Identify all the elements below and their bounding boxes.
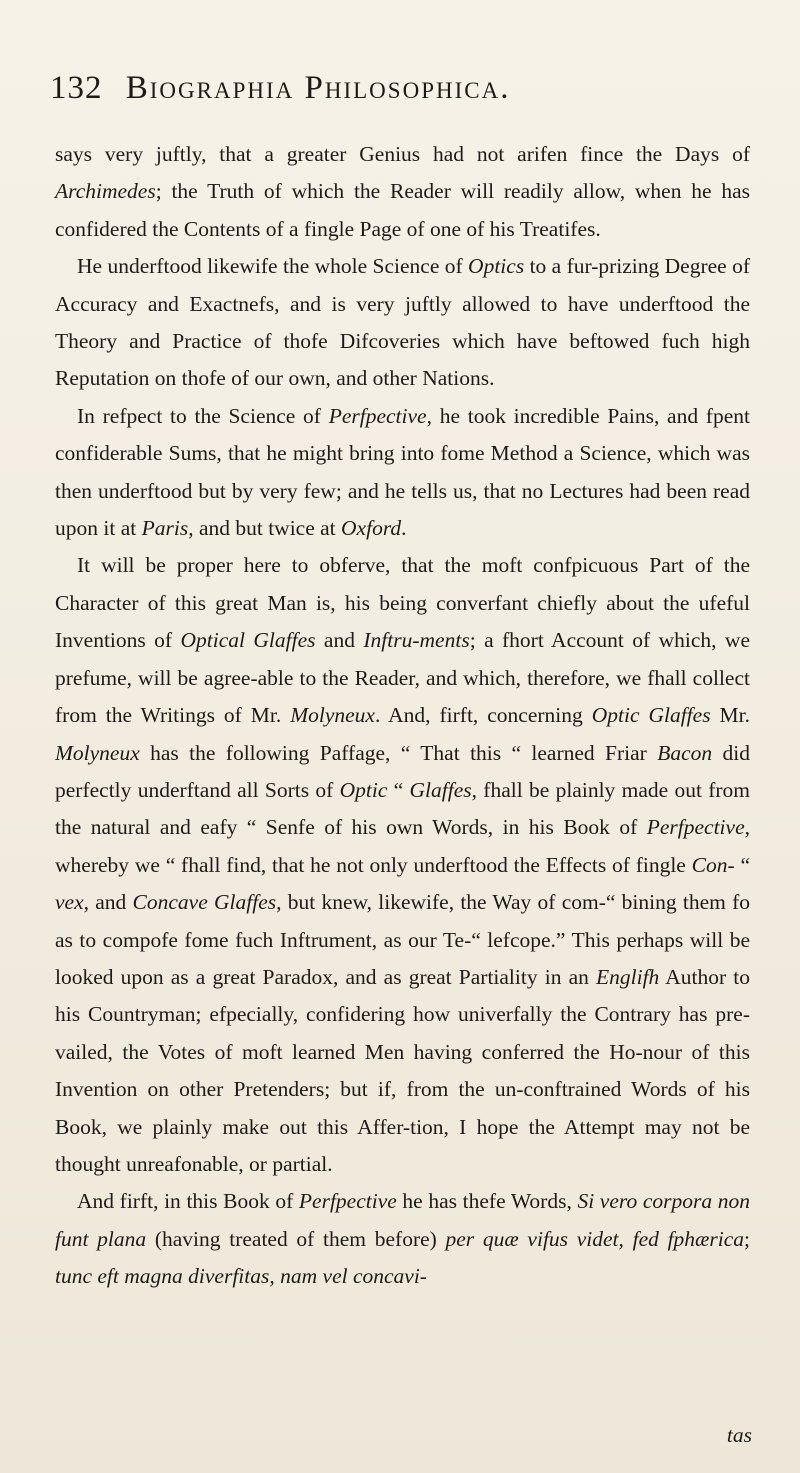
text-run: , and [83,890,133,915]
text-run: ; a fhort Account of which, we prefume, will be agree-able to the Reader, and which, therefore, we fhall collect from the Writings of Mr. [55,628,750,728]
italic-run: Bacon [657,740,713,765]
italic-run: Inftru-ments [363,628,470,653]
paragraph-3 [55,398,750,548]
text-run: to a fur-prizing Degree of Accuracy and Exactnefs, and is very juftly allowed to have underftood the Theory and Practice of thofe Difcoveries which have beftowed fuch high Reputation on thofe of our own, and other Nations. [55,254,751,391]
text-run: ; the Truth of which the Reader will readily allow, when he has confidered the Contents of a fingle Page of one of his Treatifes. [55,179,750,241]
text-run: Mr. [710,703,751,728]
italic-run: tunc eft magna diverfitas, nam vel concavi- [55,1264,427,1289]
text-run: , and but twice at [188,516,342,541]
italic-run: Paris [141,516,189,541]
text-run: says very juftly, that a greater Genius had not arifen fince the Days of [55,142,750,166]
page-header [50,68,750,108]
text-run: has the following Paffage, “ That this “ learned Friar [139,740,658,765]
page-number: 132 [50,70,103,106]
text-run: And firft, in this Book of [77,1189,299,1214]
italic-run: Perfpective [646,815,745,840]
italic-run: Molyneux [290,703,375,728]
catchword: tas [726,1423,752,1447]
running-title: Biographia Philosophica. [125,70,511,106]
italic-run: Perfpective [328,403,427,428]
italic-run: per quæ vifus videt, fed fphærica [445,1226,745,1251]
italic-run: Optic Glaffes [591,703,711,728]
italic-run: Perfpective [298,1189,397,1214]
text-run: “ [734,852,751,877]
text-run: , whereby we “ fhall find, that he not only underftood the Effects of fingle [55,815,750,877]
text-run: , fhall be plainly made out from the natural and eafy “ Senfe of his own Words, in his Book of [55,777,751,840]
paragraph-2 [55,248,750,398]
body-text [55,136,750,1296]
paragraph-5 [55,1183,750,1295]
italic-run: Glaffes [409,777,472,802]
italic-run: Optical Glaffes [180,628,316,653]
italic-run: Archimedes [55,179,156,204]
italic-run: Englifh [595,964,660,989]
paragraph-1 [55,136,750,248]
italic-run: vex [55,890,84,915]
italic-run: Con- [691,852,735,877]
text-run: In refpect to the Science of [77,403,329,428]
italic-run: Optics [468,254,525,279]
text-run: , but knew, likewife, the Way of com-“ bining them fo as to compofe fome fuch Inftrument, as our Te-“ lefcope.” This perhaps will be looked upon as a great Paradox, and as great Partiality in an [55,890,750,989]
italic-run: Si vero corpora non funt plana [55,1189,750,1251]
text-run: . [401,516,407,541]
text-run: (having treated of them before) [146,1226,446,1251]
italic-run: Oxford [341,516,402,541]
text-run: He underftood likewife the whole Science of [77,254,469,279]
text-run: Author to his Countryman; efpecially, confidering how univerfally the Contrary has pre-vailed, the Votes of moft learned Men having conferred the Ho-nour of this Invention on other Pretenders; but if, from the un-conftrained Words of his Book, we plainly make out this Affer-tion, I hope the Attempt may not be thought unreafonable, or partial. [55,964,750,1176]
text-run: It will be proper here to obferve, that the moft confpicuous Part of the Character of this great Man is, his being converfant chiefly about the ufeful Inventions of [55,553,750,653]
paragraph-4 [55,547,750,1183]
text-run: ; [744,1226,751,1251]
text-run: “ [387,777,410,802]
italic-run: Molyneux [55,740,140,765]
text-run: and [315,628,364,653]
text-run: he has thefe Words, [396,1189,578,1214]
italic-run: Optic [339,777,388,802]
text-run: , he took incredible Pains, and fpent confiderable Sums, that he might bring into fome Method a Science, which was then underftood but by very few; and he tells us, that no Lectures had been read upon it at [55,403,750,541]
text-run: did perfectly underftand all Sorts of [55,740,750,802]
italic-run: Concave Glaffes [132,890,277,915]
text-run: . And, firft, concerning [374,703,592,728]
